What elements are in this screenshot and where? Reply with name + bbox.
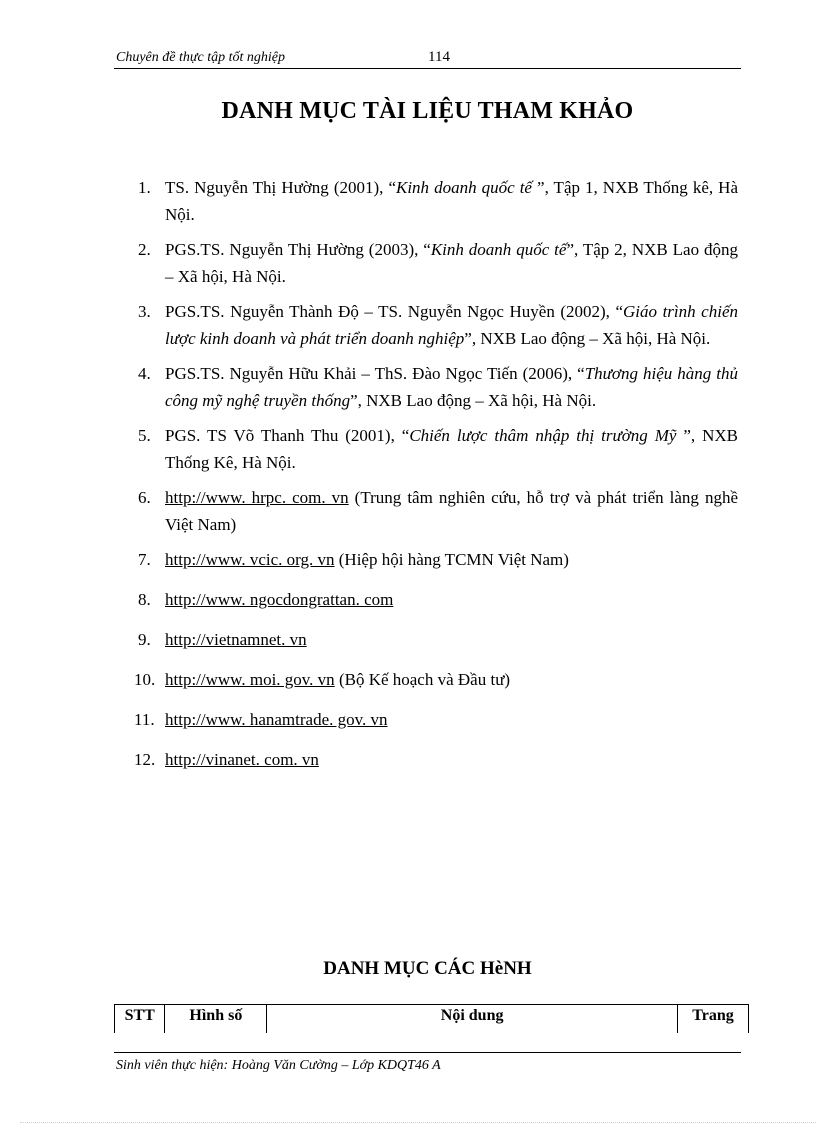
reference-authors: PGS.TS. Nguyễn Thị Hường (2003), “	[165, 240, 431, 259]
reference-authors: PGS.TS. Nguyễn Hữu Khải – ThS. Đào Ngọc Tiến (2006), “	[165, 364, 585, 383]
footer-author-text: Sinh viên thực hiện: Hoàng Văn Cường – Lớp KDQT46 A	[116, 1058, 441, 1073]
reference-title: Thương hiệu hàng thủ công mỹ nghệ truyền thống	[165, 364, 738, 410]
reference-link[interactable]: http://vietnamnet. vn	[165, 630, 307, 649]
column-header-page: Trang	[677, 1005, 748, 1034]
references-title: DANH MỤC TÀI LIỆU THAM KHẢO	[221, 98, 634, 124]
reference-item	[134, 626, 738, 653]
reference-number: 3.	[138, 302, 151, 321]
reference-item	[134, 298, 738, 352]
column-header-stt: STT	[115, 1005, 165, 1034]
reference-item	[134, 746, 738, 773]
figures-table-header	[115, 1005, 749, 1034]
reference-title: Kinh doanh quốc tế	[430, 240, 567, 259]
reference-publisher: ”, NXB Lao động – Xã hội, Hà Nội.	[350, 391, 597, 410]
reference-item	[134, 546, 738, 573]
reference-authors: PGS. TS Võ Thanh Thu (2001), “	[165, 426, 410, 445]
reference-description: (Bộ Kế hoạch và Đầu tư)	[334, 670, 511, 689]
reference-number: 1.	[138, 178, 151, 197]
reference-item	[134, 666, 738, 693]
reference-publisher: ”, Tập 1, NXB Thống kê, Hà Nội.	[165, 178, 738, 224]
page-footer	[114, 1052, 741, 1074]
reference-title: Giáo trình chiến lược kinh doanh và phát triển doanh nghiệp	[165, 302, 738, 348]
header-document-title: Chuyên đề thực tập tốt nghiệp	[116, 50, 285, 65]
reference-item	[134, 236, 738, 290]
reference-number: 9.	[138, 630, 151, 649]
reference-link[interactable]: http://www. vcic. org. vn	[165, 550, 335, 569]
reference-link[interactable]: http://www. hanamtrade. gov. vn	[165, 710, 388, 729]
reference-publisher: ”, NXB Thống Kê, Hà Nội.	[165, 426, 738, 472]
reference-number: 2.	[138, 240, 151, 259]
reference-link[interactable]: http://www. ngocdongrattan. com	[165, 590, 394, 609]
reference-number: 4.	[138, 364, 151, 383]
reference-number: 8.	[138, 590, 151, 609]
reference-description: (Hiệp hội hàng TCMN Việt Nam)	[334, 550, 569, 569]
reference-number: 11.	[134, 710, 155, 729]
column-header-figure-number: Hình số	[165, 1005, 267, 1034]
reference-item	[134, 706, 738, 733]
reference-authors: TS. Nguyễn Thị Hường (2001), “	[165, 178, 396, 197]
reference-item	[134, 422, 738, 476]
reference-authors: PGS.TS. Nguyễn Thành Độ – TS. Nguyễn Ngọc Huyền (2002), “	[165, 302, 624, 321]
header-page-number: 114	[428, 49, 450, 65]
figures-section-title: DANH MỤC CÁC HèNH	[323, 958, 532, 979]
reference-link[interactable]: http://www. hrpc. com. vn	[165, 488, 349, 507]
reference-description: (Trung tâm nghiên cứu, hỗ trợ và phát triển làng nghề Việt Nam)	[165, 488, 738, 534]
reference-link[interactable]: http://www. moi. gov. vn	[165, 670, 335, 689]
reference-item	[134, 174, 738, 228]
reference-number: 12.	[134, 750, 156, 769]
reference-list	[134, 174, 738, 786]
reference-title: Chiến lược thâm nhập thị trường Mỹ	[409, 426, 684, 445]
reference-item	[134, 360, 738, 414]
column-header-content: Nội dung	[267, 1005, 678, 1034]
reference-number: 6.	[138, 488, 151, 507]
reference-link[interactable]: http://vinanet. com. vn	[165, 750, 319, 769]
reference-publisher: ”, NXB Lao động – Xã hội, Hà Nội.	[464, 329, 711, 348]
reference-number: 5.	[138, 426, 151, 445]
reference-item	[134, 586, 738, 613]
figures-table	[114, 1004, 749, 1033]
reference-item	[134, 484, 738, 538]
reference-title: Kinh doanh quốc tế	[396, 178, 538, 197]
reference-publisher: ”, Tập 2, NXB Lao động – Xã hội, Hà Nội.	[165, 240, 738, 286]
reference-number: 7.	[138, 550, 151, 569]
reference-number: 10.	[134, 670, 156, 689]
page-header	[114, 48, 741, 69]
